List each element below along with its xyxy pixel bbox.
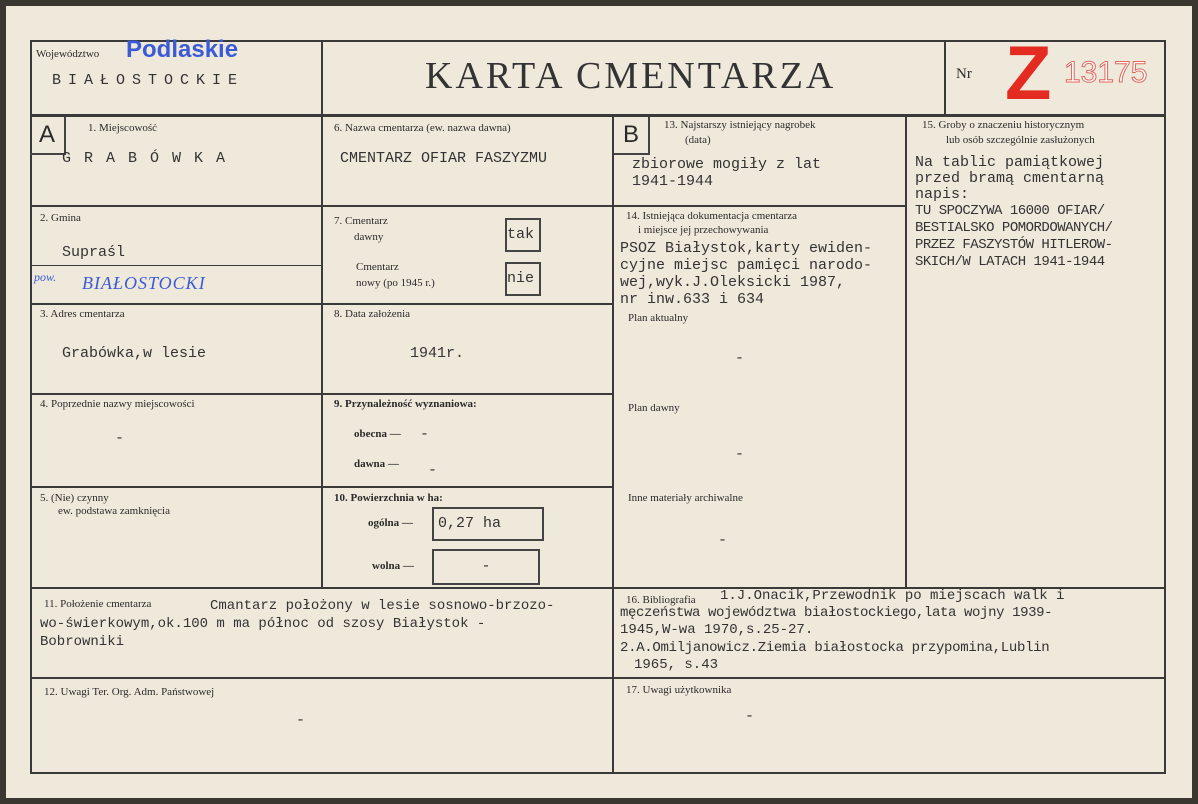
f15-value-line: TU SPOCZYWA 16000 OFIAR/ <box>915 203 1105 219</box>
divider <box>612 115 614 773</box>
divider <box>321 40 323 588</box>
f12-label: 12. Uwagi Ter. Org. Adm. Państwowej <box>44 686 215 698</box>
f16-value-line: 1945,W-wa 1970,s.25-27. <box>620 622 814 638</box>
divider <box>612 205 905 207</box>
wojewodztwo-label: Województwo <box>36 48 100 60</box>
f9-dawna-label: dawna — <box>354 458 399 470</box>
f10-wolna-value: - <box>432 549 540 585</box>
nr-letter: Z <box>1005 31 1052 116</box>
wojewodztwo-stamp: Podlaskie <box>126 36 239 63</box>
f14-value-line: cyjne miejsc pamięci narodo- <box>620 257 873 274</box>
f2-value: Supraśl <box>62 244 126 261</box>
plan-dawny-value: - <box>735 446 745 463</box>
divider <box>30 486 612 488</box>
section-a-marker: A <box>30 117 66 155</box>
f4-value: - <box>115 430 125 447</box>
f13-sublabel: (data) <box>685 134 711 146</box>
f5-sublabel: ew. podstawa zamknięcia <box>58 505 170 517</box>
f11-label: 11. Położenie cmentarza <box>44 598 152 610</box>
f16-value-line: 1.J.Onacik,Przewodnik po miejscach walk i <box>720 588 1065 604</box>
f10-ogolna-label: ogólna — <box>368 517 413 529</box>
inne-materialy-label: Inne materiały archiwalne <box>628 492 743 504</box>
frame-bottom <box>30 772 1166 774</box>
f8-value: 1941r. <box>410 345 465 362</box>
f9-obecna-label: obecna — <box>354 428 401 440</box>
section-b-marker: B <box>614 117 650 155</box>
f3-value: Grabówka,w lesie <box>62 345 207 362</box>
f1-label: 1. Miejscowość <box>88 122 158 134</box>
f7-label: 7. Cmentarz <box>334 215 388 227</box>
f13-value-line: 1941-1944 <box>632 173 714 190</box>
divider <box>944 40 946 115</box>
f15-sublabel: lub osób szczególnie zasłużonych <box>946 134 1095 146</box>
f15-value-line: BESTIALSKO POMORDOWANYCH/ <box>915 220 1113 236</box>
page-title: KARTA CMENTARZA <box>425 55 837 97</box>
f15-label: 15. Groby o znaczeniu historycznym <box>922 119 1085 131</box>
f14-label: 14. Istniejąca dokumentacja cmentarza <box>626 210 798 222</box>
f16-value-line: 2.A.Omiljanowicz.Ziemia białostocka przypomina,Lublin <box>620 640 1050 656</box>
frame-right <box>1164 40 1166 774</box>
nr-label: Nr <box>956 66 972 82</box>
f9-obecna-value: - <box>420 426 430 443</box>
divider <box>30 393 612 395</box>
wojewodztwo-value: BIAŁOSTOCKIE <box>52 72 245 89</box>
f7-nowy-sublabel: nowy (po 1945 r.) <box>356 277 435 289</box>
f13-label: 13. Najstarszy istniejący nagrobek <box>664 119 816 131</box>
f11-value-line: wo-świerkowym,ok.100 m ma północ od szosy Białystok - <box>40 616 486 632</box>
f11-value-line: Cmantarz położony w lesie sosnowo-brzozo- <box>210 598 555 614</box>
f1-value: G R A B Ó W K A <box>62 150 228 167</box>
divider <box>30 265 321 266</box>
f13-value-line: zbiorowe mogiły z lat <box>632 156 822 173</box>
plan-aktualny-label: Plan aktualny <box>628 312 689 324</box>
f15-value-line: SKICH/W LATACH 1941-1944 <box>915 254 1105 270</box>
f3-label: 3. Adres cmentarza <box>40 308 125 320</box>
f5-label: 5. (Nie) czynny <box>40 492 109 504</box>
f7-dawny-value: tak <box>505 218 541 252</box>
f10-wolna-label: wolna — <box>372 560 414 572</box>
f4-label: 4. Poprzednie nazwy miejscowości <box>40 398 195 410</box>
f15-value-line: przed bramą cmentarną <box>915 170 1105 187</box>
f7-dawny-label: dawny <box>354 231 384 243</box>
f16-value-line: 1965, s.43 <box>634 657 719 673</box>
f17-label: 17. Uwagi użytkownika <box>626 684 732 696</box>
inne-materialy-value: - <box>718 532 728 549</box>
f15-value-line: PRZEZ FASZYSTÓW HITLEROW- <box>915 237 1113 253</box>
f9-dawna-value: - <box>428 462 438 479</box>
f14-value-line: nr inw.633 i 634 <box>620 291 765 308</box>
f14-value-line: PSOZ Białystok,karty ewiden- <box>620 240 873 257</box>
f2-label: 2. Gmina <box>40 212 81 224</box>
f10-label: 10. Powierzchnia w ha: <box>334 492 443 504</box>
f17-value: - <box>745 708 755 725</box>
f14-sublabel: i miejsce jej przechowywania <box>638 224 769 236</box>
f10-ogolna-value: 0,27 ha <box>432 507 544 541</box>
plan-dawny-label: Plan dawny <box>628 402 680 414</box>
f15-value-line: Na tablic pamiątkowej <box>915 154 1105 171</box>
pow-prefix: pow. <box>34 270 57 284</box>
f11-value-line: Bobrowniki <box>40 634 125 650</box>
f9-label: 9. Przynależność wyznaniowa: <box>334 398 477 410</box>
f15-value-line: napis: <box>915 186 970 203</box>
pow-value: BIAŁOSTOCKI <box>82 273 206 293</box>
f16-value-line: męczeństwa województwa białostockiego,lata wojny 1939- <box>620 605 1053 621</box>
divider <box>30 205 612 207</box>
plan-aktualny-value: - <box>735 350 745 367</box>
divider <box>30 114 1166 117</box>
f7-nowy-value: nie <box>505 262 541 296</box>
divider <box>30 677 1166 679</box>
divider <box>905 115 907 587</box>
f16-label: 16. Bibliografia <box>626 594 696 606</box>
f14-value-line: wej,wyk.J.Oleksicki 1987, <box>620 274 846 291</box>
f6-value: CMENTARZ OFIAR FASZYZMU <box>340 150 548 167</box>
divider <box>30 303 612 305</box>
f7-nowy-label: Cmentarz <box>356 261 399 273</box>
f8-label: 8. Data założenia <box>334 308 411 320</box>
f12-value: - <box>296 712 306 729</box>
nr-value: 13175 <box>1064 56 1148 89</box>
f6-label: 6. Nazwa cmentarza (ew. nazwa dawna) <box>334 122 511 134</box>
